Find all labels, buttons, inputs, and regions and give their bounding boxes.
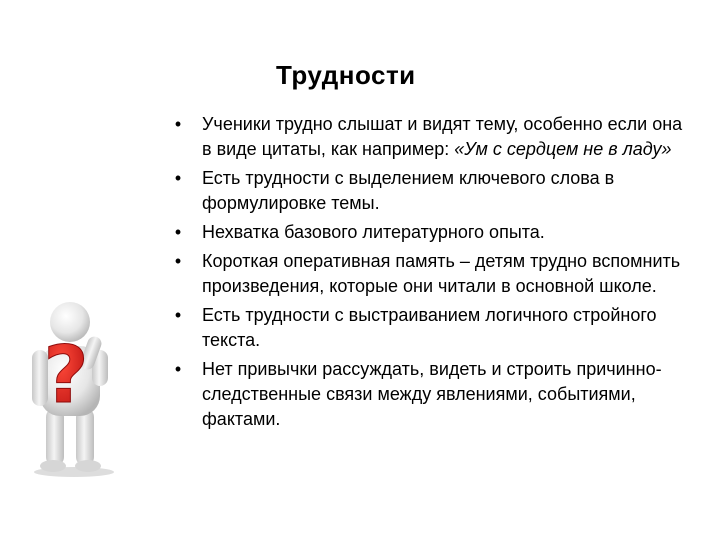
list-item bbox=[170, 166, 690, 216]
bullet-marker: • bbox=[174, 168, 182, 188]
page-title: Трудности bbox=[276, 60, 416, 90]
bullet-text: Есть трудности с выделением ключевого слова в формулировке темы. bbox=[202, 168, 615, 213]
bullet-marker: • bbox=[174, 305, 182, 325]
thinking-person-question-mark-icon bbox=[22, 300, 132, 480]
list-item bbox=[170, 112, 690, 162]
bullet-marker: • bbox=[174, 359, 182, 379]
list-item bbox=[170, 303, 690, 353]
list-item bbox=[170, 249, 690, 299]
bullet-quote: «Ум с сердцем не в ладу» bbox=[454, 139, 672, 159]
bullet-text: Ученики трудно слышат и видят тему, особенно если она в виде цитаты, как например: bbox=[202, 114, 683, 159]
bullet-marker: • bbox=[174, 251, 182, 271]
bullet-text: Нет привычки рассуждать, видеть и строить причинно-следственные связи между явлениями, событиями, фактами. bbox=[202, 359, 662, 429]
bullet-text: Есть трудности с выстраиванием логичного стройного текста. bbox=[202, 305, 657, 350]
bullet-marker: • bbox=[174, 114, 182, 134]
bullet-text: Нехватка базового литературного опыта. bbox=[202, 222, 545, 242]
svg-text:?: ? bbox=[43, 331, 89, 421]
bullet-marker: • bbox=[174, 222, 182, 242]
list-item bbox=[170, 220, 690, 245]
bullet-list bbox=[170, 112, 690, 436]
list-item bbox=[170, 357, 690, 432]
bullet-text: Короткая оперативная память – детям трудно вспомнить произведения, которые они читали в основной школе. bbox=[202, 251, 681, 296]
